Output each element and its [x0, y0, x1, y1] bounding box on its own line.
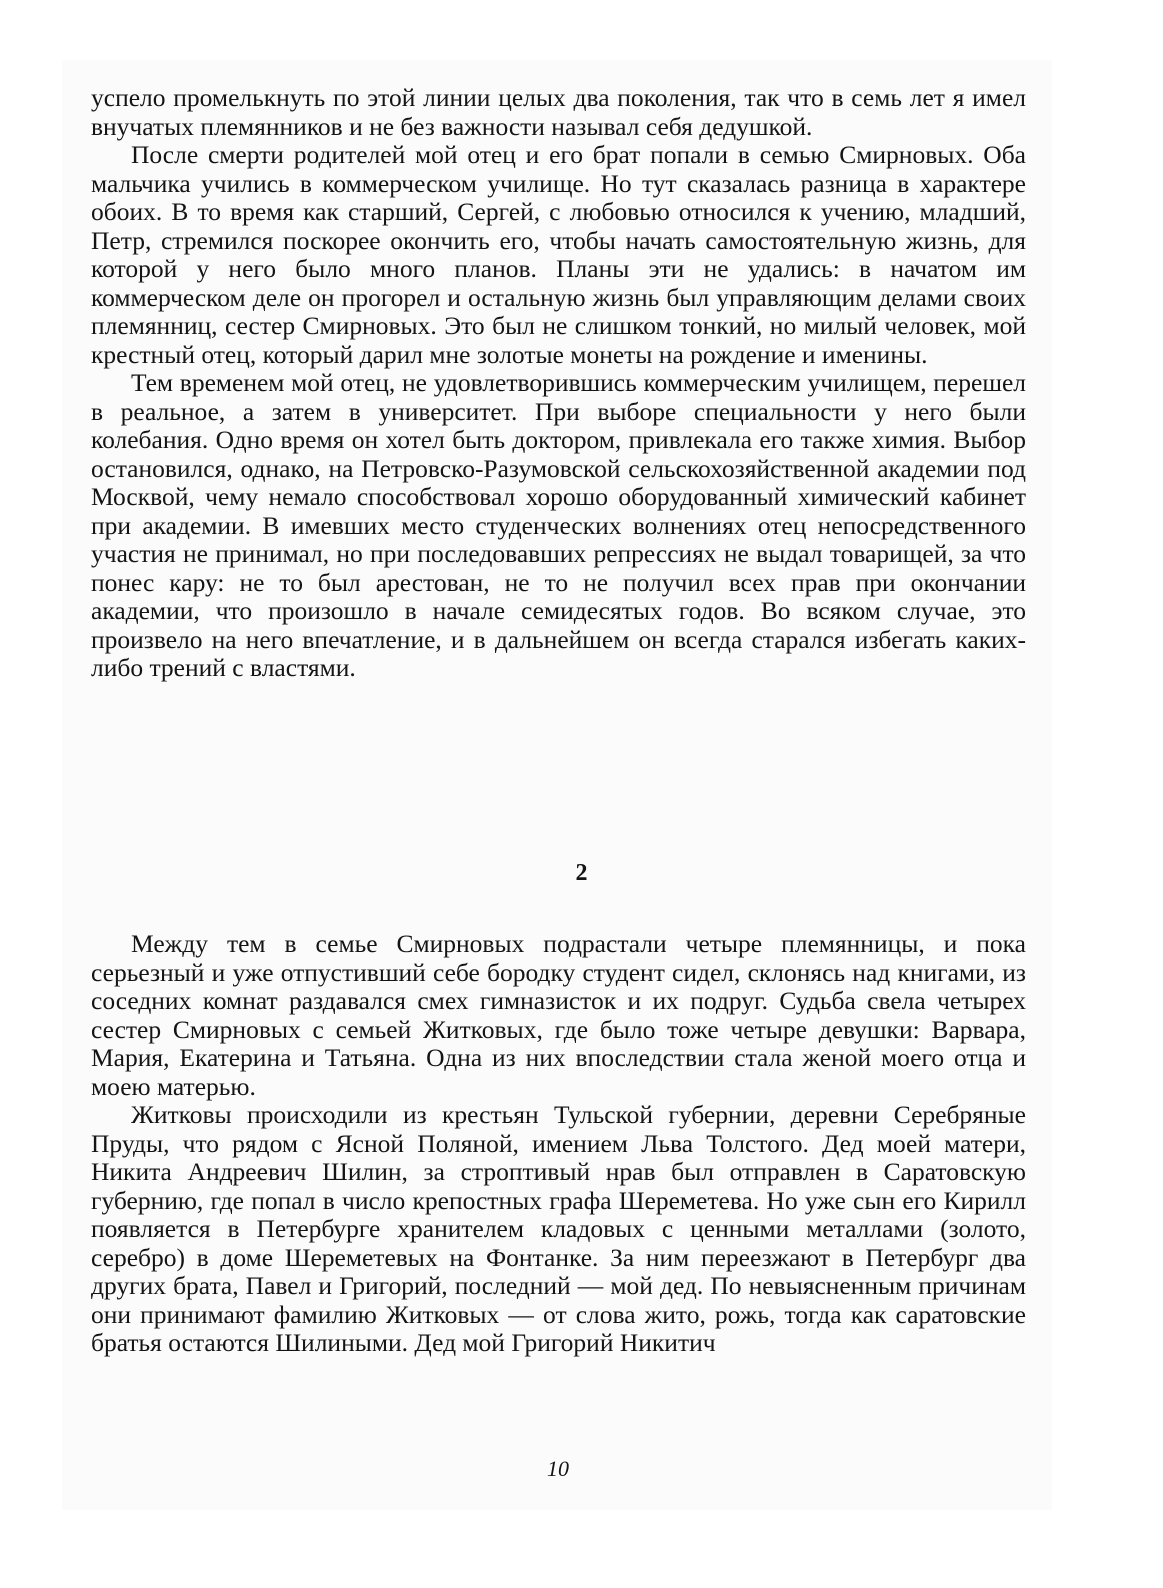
- page-number: 10: [547, 1456, 569, 1481]
- text-block-before-section: [91, 84, 1026, 683]
- paragraph: Между тем в семье Смирновых подрастали четыре племянницы, и пока серьезный и уже отпустивший себе бородку студент сидел, склонясь над книгами, из соседних комнат раздавался смех гимназисток и их подруг. Судьба свела четырех сестер Смирновых с семьей Житковых, где было тоже четыре девушки: Варвара, Мария, Екатерина и Татьяна. Одна из них впоследствии стала женой моего отца и моею матерью.: [91, 929, 1026, 1101]
- paragraph: успело промелькнуть по этой линии целых два поколения, так что в семь лет я имел внучатых племянников и не без важности называл себя дедушкой.: [91, 83, 1026, 141]
- section-number: 2: [575, 860, 588, 886]
- paragraph: После смерти родителей мой отец и его брат попали в семью Смирновых. Оба мальчика учились в коммерческом училище. Но тут сказалась разница в характере обоих. В то время как старший, Сергей, с любовью относился к учению, младший, Петр, стремился поскорее окончить его, чтобы начать самостоятельную жизнь, для которой у него было много планов. Планы эти не удались: в начатом им коммерческом деле он прогорел и остальную жизнь был управляющим делами своих племянниц, сестер Смирновых. Это был не слишком тонкий, но милый человек, мой крестный отец, который дарил мне золотые монеты на рождение и именины.: [91, 140, 1026, 369]
- paragraph: Житковы происходили из крестьян Тульской губернии, деревни Серебряные Пруды, что рядом с Ясной Поляной, имением Льва Толстого. Дед моей матери, Никита Андреевич Шилин, за строптивый нрав был отправлен в Саратовскую губернию, где попал в число крепостных графа Шереметева. Но уже сын его Кирилл появляется в Петербурге хранителем кладовых с ценными металлами (золото, серебро) в доме Шереметевых на Фонтанке. За ним переезжают в Петербург два других брата, Павел и Григорий, последний — мой дед. По невыясненным причинам они принимают фамилию Житковых — от слова жито, рожь, тогда как саратовские братья остаются Шилиными. Дед мой Григорий Никитич: [91, 1100, 1026, 1357]
- paragraph: Тем временем мой отец, не удовлетворившись коммерческим училищем, перешел в реальное, а затем в университет. При выборе специальности у него были колебания. Одно время он хотел быть доктором, привлекала его также химия. Выбор остановился, однако, на Петровско-Разумовской сельскохозяйственной академии под Москвой, чему немало способствовал хорошо оборудованный химический кабинет при академии. В имевших место студенческих волнениях отец непосредственного участия не принимал, но при последовавших репрессиях не выдал товарищей, за что понес кару: не то был арестован, не то не получил всех прав при окончании академии, что произошло в начале семидесятых годов. Во всяком случае, это произвело на него впечатление, и в дальнейшем он всегда старался избегать каких-либо трений с властями.: [91, 368, 1026, 682]
- text-block-after-section: [91, 930, 1026, 1358]
